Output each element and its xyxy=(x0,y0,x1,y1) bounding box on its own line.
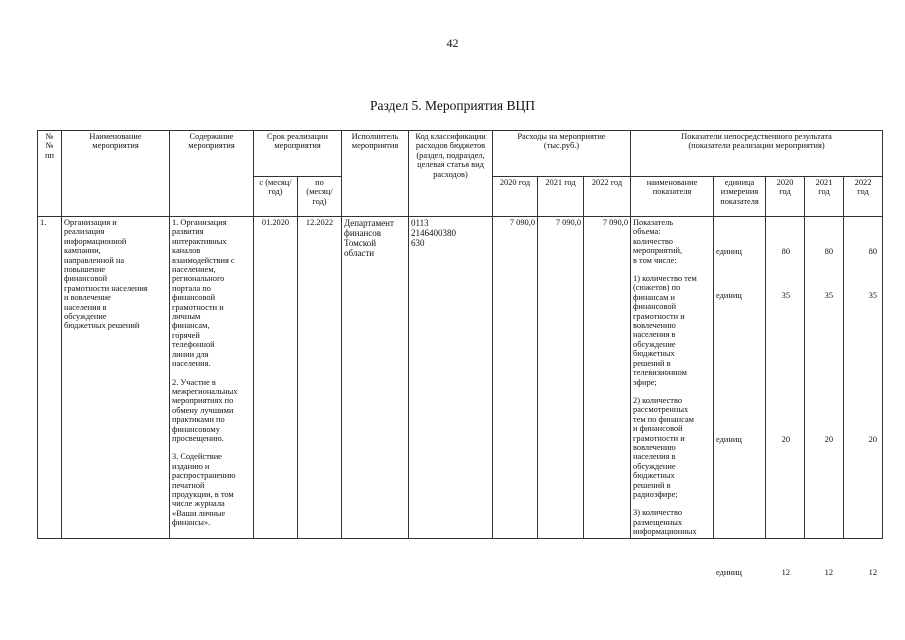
indicator-unit: единиц xyxy=(716,247,742,256)
header-content: Содержание мероприятия xyxy=(170,131,254,217)
indicator-name: Показатель объема: количество мероприятий, в том числе: xyxy=(633,218,683,265)
indicator-name: 2) количество рассмотренных тем по финансам и финансовой грамотности и вовлечению населения в обсуждение бюджетных решений в радиоэфире; xyxy=(633,395,694,499)
row-exp-2022: 7 090,0 xyxy=(584,217,631,539)
content-item: 2. Участие в межрегиональных мероприятиях по обмену лучшими практиками по финансовому просвещению. xyxy=(172,377,238,443)
header-period: Срок реализации мероприятия xyxy=(254,131,342,177)
indicator-2020-col xyxy=(766,217,805,577)
indicator-name: 3) количество размещенных информационных xyxy=(633,508,697,537)
header-ind-name: наименование показателя xyxy=(631,177,714,217)
header-indicators: Показатели непосредственного результата (показатели реализации мероприятия) xyxy=(631,131,883,177)
indicator-2020: 35 xyxy=(781,291,790,300)
row-name: Организация и реализация информационной кампании, направленной на повышение финансовой грамотности населения и вовлечение населения в обсуждение бюджетных решений xyxy=(62,217,170,539)
row-code: 0113 2146400380 630 xyxy=(409,217,493,539)
indicator-units xyxy=(714,217,766,577)
indicator-2021: 35 xyxy=(824,291,833,300)
indicator-2022: 20 xyxy=(868,435,878,444)
header-num: № № пп xyxy=(38,131,62,217)
header-ind-2021: 2021 год xyxy=(805,177,844,217)
indicator-2022: 80 xyxy=(868,247,878,256)
row-exp-2020: 7 090,0 xyxy=(493,217,538,539)
table-row xyxy=(38,217,883,539)
page-number: 42 xyxy=(446,36,459,50)
indicator-2022: 12 xyxy=(868,568,878,577)
header-code: Код классификации расходов бюджетов (раздел, подраздел, целевая статья вид расходов) xyxy=(409,131,493,217)
indicator-2021-col xyxy=(805,217,844,577)
header-executor: Исполнитель мероприятия xyxy=(342,131,409,217)
section-title: Раздел 5. Мероприятия ВЦП xyxy=(370,98,535,113)
indicator-2020: 80 xyxy=(781,247,790,256)
indicator-unit: единиц xyxy=(716,435,742,444)
indicator-2021: 20 xyxy=(824,435,833,444)
header-name: Наименование мероприятия xyxy=(62,131,170,217)
row-period-from: 01.2020 xyxy=(254,217,298,539)
header-period-to: по (месяц/ год) xyxy=(298,177,342,217)
indicator-2022: 35 xyxy=(868,291,878,300)
row-period-to: 12.2022 xyxy=(298,217,342,539)
row-executor: Департамент финансов Томской области xyxy=(342,217,409,539)
indicator-2020: 20 xyxy=(781,435,790,444)
row-exp-2021: 7 090,0 xyxy=(538,217,584,539)
row-content xyxy=(170,217,254,539)
content-item: 1. Организация развития интерактивных каналов взаимодействия с населением, регионального портала по финансовой грамотности и личным финансам, горячей телефонной линии для населения. xyxy=(172,218,235,369)
indicator-unit: единиц xyxy=(716,291,742,300)
row-num: 1. xyxy=(38,217,62,539)
header-expenses: Расходы на мероприятие (тыс.руб.) xyxy=(493,131,631,177)
header-exp-2020: 2020 год xyxy=(493,177,538,217)
header-ind-unit: единица измерения показателя xyxy=(714,177,766,217)
header-exp-2022: 2022 год xyxy=(584,177,631,217)
indicator-2022-col xyxy=(844,217,883,577)
header-period-from: с (месяц/ год) xyxy=(254,177,298,217)
indicator-2021: 12 xyxy=(824,568,833,577)
indicator-names xyxy=(631,217,714,539)
indicator-unit: единиц xyxy=(716,568,742,577)
indicator-2020: 12 xyxy=(781,568,790,577)
header-ind-2020: 2020 год xyxy=(766,177,805,217)
content-item: 3. Содействие изданию и распространению печатной продукции, в том числе журнала «Ваши личные финансы». xyxy=(172,452,236,528)
header-exp-2021: 2021 год xyxy=(538,177,584,217)
header-ind-2022: 2022 год xyxy=(844,177,883,217)
activities-table xyxy=(37,130,883,577)
indicator-name: 1) количество тем (сюжетов) по финансам и финансовой грамотности и вовлечению населения в обсуждение бюджетных решений в телевизионном эфире; xyxy=(633,274,697,387)
indicator-2021: 80 xyxy=(824,247,833,256)
